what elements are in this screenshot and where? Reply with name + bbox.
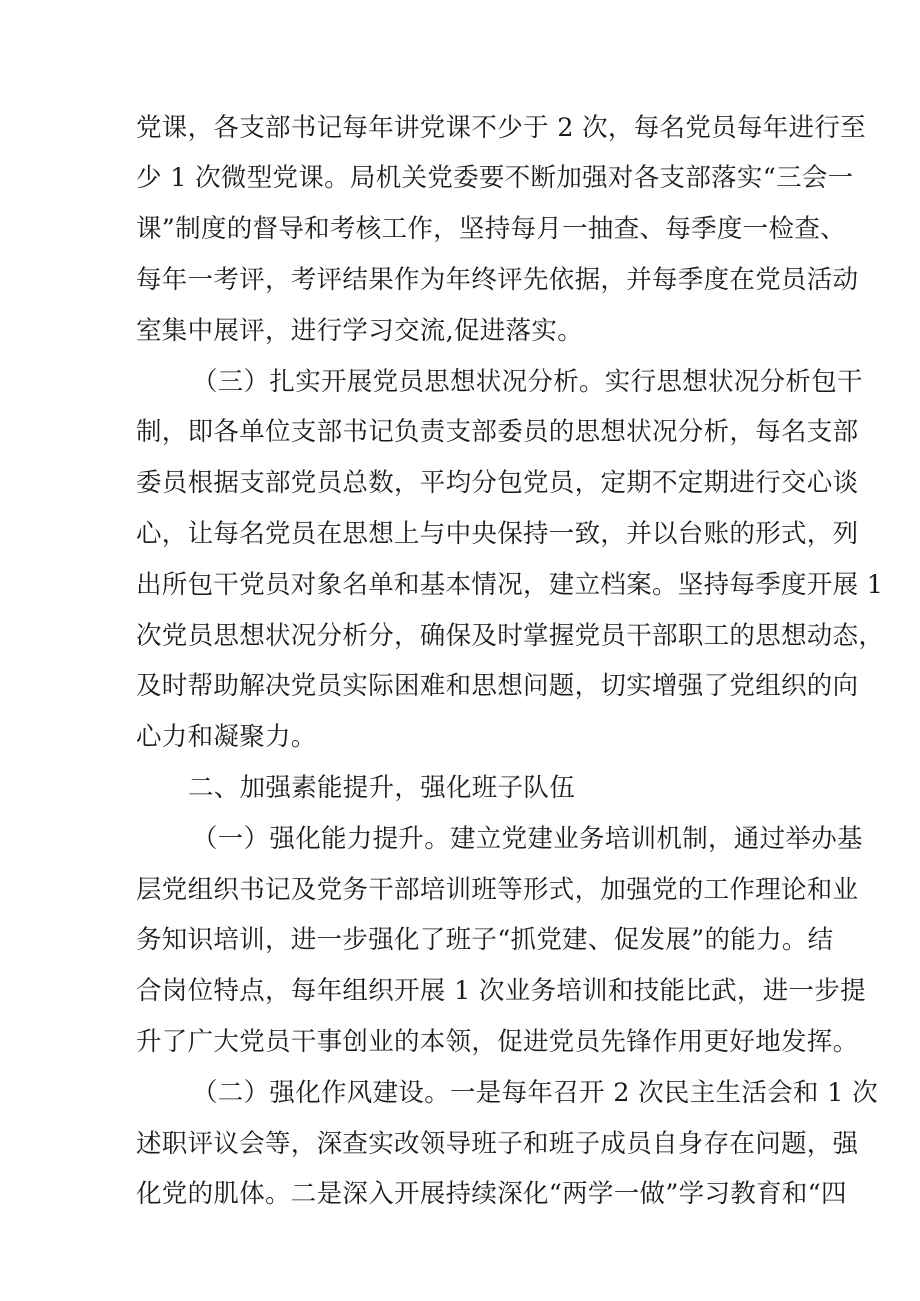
text-line: 升了广大党员干事创业的本领，促进党员先锋作用更好地发挥。	[136, 1027, 859, 1057]
text-line: 述职评议会等，深查实改领导班子和班子成员自身存在问题，强	[136, 1129, 859, 1159]
text-line: 少 1 次微型党课。局机关党委要不断加强对各支部落实“三会一	[136, 163, 854, 193]
paragraph-first-line: （三）扎实开展党员思想状况分析。实行思想状况分析包干	[192, 367, 863, 397]
text-line: 务知识培训，进一步强化了班子“抓党建、促发展”的能力。结	[136, 925, 834, 955]
text-line: 心力和凝聚力。	[136, 722, 317, 752]
text-line: 室集中展评，进行学习交流,促进落实。	[136, 316, 584, 346]
text-line: 课”制度的督导和考核工作，坚持每月一抽查、每季度一检查、	[136, 214, 846, 244]
text-line: 制，即各单位支部书记负责支部委员的思想状况分析，每名支部	[136, 417, 859, 447]
text-line: 层党组织书记及党务干部培训班等形式，加强党的工作理论和业	[136, 875, 859, 905]
text-line: 心，让每名党员在思想上与中央保持一致，并以台账的形式，列	[136, 519, 859, 549]
paragraph-first-line: （一）强化能力提升。建立党建业务培训机制，通过举办基	[192, 824, 863, 854]
text-line: 出所包干党员对象名单和基本情况，建立档案。坚持每季度开展 1	[136, 570, 884, 600]
text-line: 委员根据支部党员总数，平均分包党员，定期不定期进行交心谈	[136, 468, 859, 498]
text-line: 及时帮助解决党员实际困难和思想问题，切实增强了党组织的向	[136, 671, 859, 701]
text-line: 次党员思想状况分析分，确保及时掌握党员干部职工的思想动态，	[136, 621, 885, 651]
text-line: 合岗位特点，每年组织开展 1 次业务培训和技能比武，进一步提	[136, 976, 866, 1006]
text-line: 化党的肌体。二是深入开展持续深化“两学一做”学习教育和“四	[136, 1179, 847, 1209]
text-line: 每年一考评，考评结果作为年终评先依据，并每季度在党员活动	[136, 265, 859, 295]
text-line: 党课，各支部书记每年讲党课不少于 2 次，每名党员每年进行至	[136, 113, 866, 143]
section-heading: 二、加强素能提升，强化班子队伍	[188, 773, 576, 803]
paragraph-first-line: （二）强化作风建设。一是每年召开 2 次民主生活会和 1 次	[192, 1078, 878, 1108]
